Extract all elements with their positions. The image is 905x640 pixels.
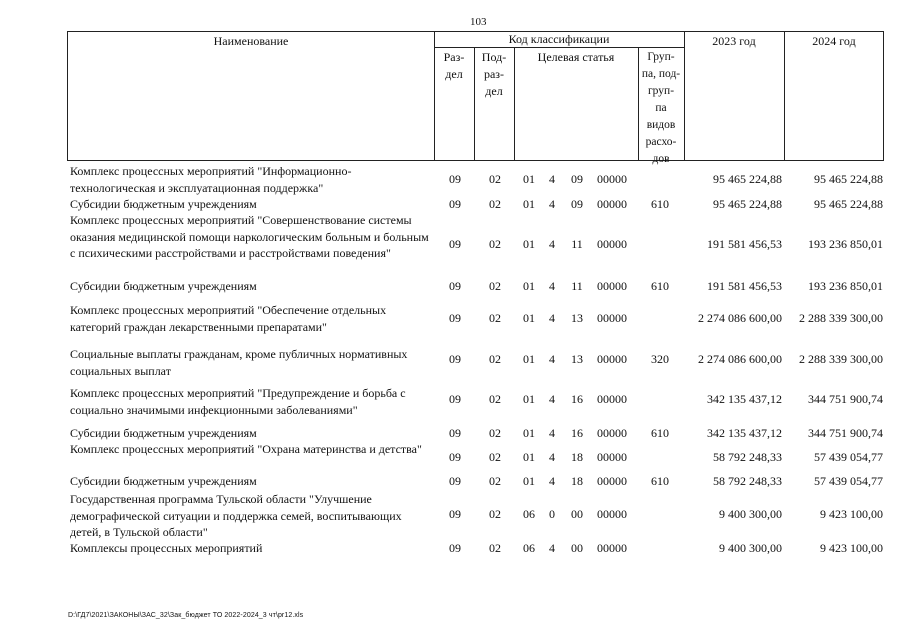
cell-pr: 02 (489, 172, 501, 186)
cell-t2: 4 (549, 172, 555, 186)
cell-t2: 0 (549, 507, 555, 521)
cell-t3: 16 (571, 392, 583, 406)
cell-vr: 610 (651, 474, 669, 488)
cell-t1: 01 (523, 426, 535, 440)
cell-pr: 02 (489, 474, 501, 488)
file-path: D:\ГД7\2021\ЗАКОНЫ\ЗАС_32\Зак_бюджет ТО 2022-2024_3 чт\pr12.xls (68, 612, 304, 619)
cell-t4: 00000 (597, 197, 627, 211)
cell-t1: 06 (523, 541, 535, 555)
cell-v2024: 344 751 900,74 (808, 426, 883, 440)
header-name: Наименование (213, 34, 289, 48)
row-name: Комплекс процессных мероприятий "Обеспечение отдельных категорий граждан лекарственными препаратами" (70, 303, 387, 334)
cell-t3: 00 (571, 507, 583, 521)
header-2023: 2023 год (712, 34, 756, 48)
cell-t2: 4 (549, 311, 555, 325)
cell-rz: 09 (449, 474, 461, 488)
cell-pr: 02 (489, 279, 501, 293)
cell-v2024: 9 423 100,00 (820, 507, 883, 521)
cell-v2024: 57 439 054,77 (814, 450, 883, 464)
row-name: Комплекс процессных мероприятий "Предупреждение и борьба с социально значимыми инфекционными заболеваниями" (70, 386, 406, 417)
cell-rz: 09 (449, 352, 461, 366)
header-2024: 2024 год (812, 34, 856, 48)
cell-pr: 02 (489, 450, 501, 464)
cell-v2023: 9 400 300,00 (719, 541, 782, 555)
cell-rz: 09 (449, 311, 461, 325)
cell-pr: 02 (489, 426, 501, 440)
cell-pr: 02 (489, 392, 501, 406)
cell-t2: 4 (549, 197, 555, 211)
header-podrazdel: Под- раз- дел (481, 50, 507, 98)
cell-pr: 02 (489, 352, 501, 366)
header-razdel: Раз- дел (443, 50, 465, 81)
cell-t4: 00000 (597, 237, 627, 251)
cell-t3: 11 (571, 237, 583, 251)
cell-v2024: 344 751 900,74 (808, 392, 883, 406)
cell-rz: 09 (449, 450, 461, 464)
page-number: 103 (470, 16, 487, 28)
row-name: Государственная программа Тульской области "Улучшение демографической ситуации и поддержка семей, воспитывающих детей, в Тульской области" (70, 492, 402, 539)
cell-rz: 09 (449, 541, 461, 555)
cell-t1: 01 (523, 474, 535, 488)
cell-rz: 09 (449, 279, 461, 293)
cell-t1: 01 (523, 172, 535, 186)
cell-t2: 4 (549, 426, 555, 440)
cell-vr: 610 (651, 279, 669, 293)
cell-v2023: 191 581 456,53 (707, 279, 782, 293)
row-name: Субсидии бюджетным учреждениям (70, 426, 257, 440)
cell-v2023: 2 274 086 600,00 (698, 352, 782, 366)
cell-v2023: 342 135 437,12 (707, 392, 782, 406)
cell-t4: 00000 (597, 392, 627, 406)
cell-t1: 01 (523, 352, 535, 366)
cell-t1: 01 (523, 237, 535, 251)
cell-v2024: 57 439 054,77 (814, 474, 883, 488)
cell-t3: 00 (571, 541, 583, 555)
row-name: Комплекс процессных мероприятий "Информационно-технологическая и эксплуатационная поддержка" (70, 164, 352, 195)
cell-t4: 00000 (597, 426, 627, 440)
row-name: Субсидии бюджетным учреждениям (70, 279, 257, 293)
cell-t3: 11 (571, 279, 583, 293)
cell-t1: 01 (523, 197, 535, 211)
cell-t3: 16 (571, 426, 583, 440)
cell-rz: 09 (449, 197, 461, 211)
row-name: Социальные выплаты гражданам, кроме публичных нормативных социальных выплат (70, 347, 408, 378)
cell-t4: 00000 (597, 474, 627, 488)
row-name: Комплексы процессных мероприятий (70, 541, 263, 555)
cell-t3: 13 (571, 352, 583, 366)
cell-t4: 00000 (597, 507, 627, 521)
cell-t1: 01 (523, 279, 535, 293)
cell-vr: 610 (651, 426, 669, 440)
cell-t2: 4 (549, 237, 555, 251)
cell-v2024: 2 288 339 300,00 (799, 352, 883, 366)
cell-rz: 09 (449, 392, 461, 406)
cell-t3: 18 (571, 474, 583, 488)
row-name: Субсидии бюджетным учреждениям (70, 474, 257, 488)
cell-v2023: 95 465 224,88 (713, 172, 782, 186)
cell-v2023: 95 465 224,88 (713, 197, 782, 211)
cell-v2024: 193 236 850,01 (808, 279, 883, 293)
cell-v2024: 2 288 339 300,00 (799, 311, 883, 325)
cell-v2023: 191 581 456,53 (707, 237, 782, 251)
cell-rz: 09 (449, 426, 461, 440)
cell-pr: 02 (489, 197, 501, 211)
cell-t2: 4 (549, 279, 555, 293)
cell-t4: 00000 (597, 311, 627, 325)
cell-pr: 02 (489, 311, 501, 325)
cell-t1: 01 (523, 450, 535, 464)
cell-v2023: 58 792 248,33 (713, 450, 782, 464)
cell-vr: 320 (651, 352, 669, 366)
cell-t3: 18 (571, 450, 583, 464)
cell-t3: 13 (571, 311, 583, 325)
header-target: Целевая статья (537, 50, 615, 64)
cell-rz: 09 (449, 507, 461, 521)
row-name: Комплекс процессных мероприятий "Охрана материнства и детства" (70, 442, 422, 456)
cell-v2024: 95 465 224,88 (814, 197, 883, 211)
row-name: Комплекс процессных мероприятий "Совершенствование системы оказания медицинской помощи наркологическим больным и больным с психическими расстройствами и расстройствами поведения" (70, 213, 429, 260)
divider (784, 31, 785, 161)
header-code: Код классификации (508, 32, 610, 46)
divider (684, 31, 685, 161)
cell-v2023: 2 274 086 600,00 (698, 311, 782, 325)
cell-t4: 00000 (597, 172, 627, 186)
cell-t1: 06 (523, 507, 535, 521)
cell-t2: 4 (549, 392, 555, 406)
cell-t1: 01 (523, 392, 535, 406)
cell-t1: 01 (523, 311, 535, 325)
cell-t2: 4 (549, 474, 555, 488)
cell-v2024: 9 423 100,00 (820, 541, 883, 555)
cell-t2: 4 (549, 541, 555, 555)
cell-v2023: 342 135 437,12 (707, 426, 782, 440)
cell-v2024: 95 465 224,88 (814, 172, 883, 186)
cell-v2024: 193 236 850,01 (808, 237, 883, 251)
cell-t4: 00000 (597, 279, 627, 293)
cell-rz: 09 (449, 237, 461, 251)
cell-pr: 02 (489, 237, 501, 251)
cell-t4: 00000 (597, 450, 627, 464)
cell-t3: 09 (571, 172, 583, 186)
cell-pr: 02 (489, 541, 501, 555)
cell-pr: 02 (489, 507, 501, 521)
row-name: Субсидии бюджетным учреждениям (70, 197, 257, 211)
cell-vr: 610 (651, 197, 669, 211)
cell-v2023: 58 792 248,33 (713, 474, 782, 488)
cell-t2: 4 (549, 450, 555, 464)
cell-t2: 4 (549, 352, 555, 366)
cell-t4: 00000 (597, 541, 627, 555)
cell-t3: 09 (571, 197, 583, 211)
cell-v2023: 9 400 300,00 (719, 507, 782, 521)
header-group: Груп- па, под- груп- па видов расхо- дов (641, 51, 681, 165)
cell-rz: 09 (449, 172, 461, 186)
cell-t4: 00000 (597, 352, 627, 366)
